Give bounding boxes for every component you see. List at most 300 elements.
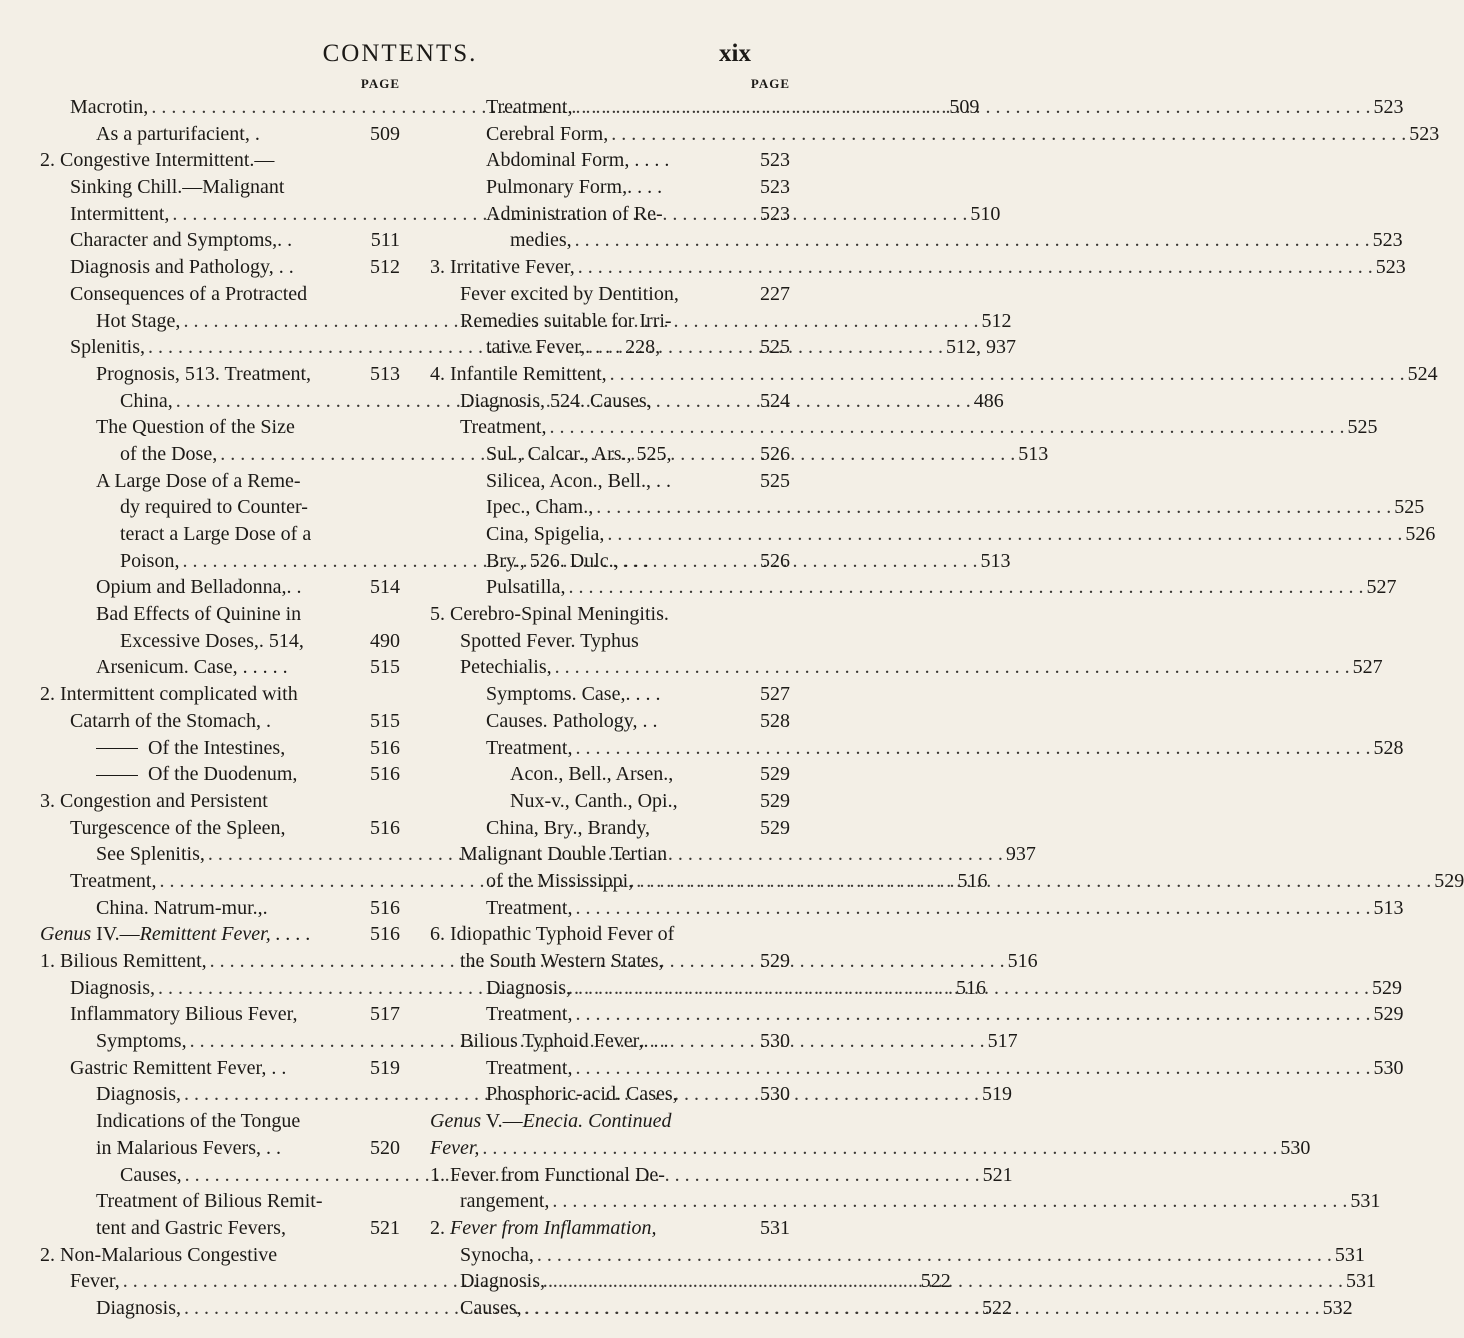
toc-entry-page: 512 <box>370 256 400 279</box>
toc-entry-text: dy required to Counter- <box>120 496 308 519</box>
toc-entry-text: Diagnosis, <box>70 976 155 999</box>
toc-entry-page: 523 <box>1372 229 1403 252</box>
toc-entry <box>430 735 1404 762</box>
toc-entry-title <box>40 681 298 708</box>
toc-entry-title <box>70 281 307 308</box>
toc-entry-page: 529 <box>1373 1003 1404 1026</box>
toc-entry-text: China. Natrum-mur.,. <box>96 896 268 919</box>
toc-entry-title <box>120 494 308 521</box>
toc-entry-text: The Question of the Size <box>96 416 295 439</box>
dot-leader <box>552 1188 1347 1215</box>
toc-entry-page: 509 <box>949 96 980 118</box>
toc-entry-title <box>486 868 633 895</box>
toc-entry-title <box>96 1188 322 1215</box>
toc-entry <box>430 1215 790 1242</box>
toc-entry-title <box>486 441 672 468</box>
toc-entry-title <box>96 1081 181 1108</box>
toc-entry-title <box>96 1215 286 1242</box>
toc-entry-title <box>70 174 284 201</box>
toc-entry-text: Prognosis, 513. Treatment, <box>96 362 312 385</box>
toc-entry-title <box>510 227 572 254</box>
toc-entry-text: the South Western States, <box>460 950 664 972</box>
toc-entry <box>40 521 400 548</box>
toc-entry <box>40 121 400 148</box>
toc-entry-text: Of the Intestines, <box>148 736 286 759</box>
toc-entry-text: Treatment, <box>486 96 573 118</box>
toc-entry-text: Opium and Belladonna,. . <box>96 576 302 599</box>
toc-entry-title <box>96 574 302 601</box>
toc-entry-text: See Splenitis, <box>96 843 205 866</box>
toc-entry-title <box>460 1268 545 1295</box>
toc-entry <box>40 281 400 308</box>
toc-entry-title <box>70 254 294 281</box>
toc-entry <box>430 1242 1365 1269</box>
toc-entry-page: 525 <box>760 336 790 359</box>
toc-entry-page: 527 <box>1366 576 1397 599</box>
toc-entry-text: Hot Stage, <box>96 309 181 332</box>
toc-entry-title <box>430 1108 671 1135</box>
toc-entry-text: Remedies suitable for Irri- <box>460 309 672 332</box>
toc-entry-page: 516 <box>957 869 988 892</box>
toc-entry-title <box>96 841 205 868</box>
toc-entry <box>430 388 790 415</box>
toc-entry-title <box>70 1001 298 1028</box>
toc-entry <box>430 227 1403 254</box>
toc-entry-title <box>120 521 311 548</box>
toc-entry-title <box>460 628 639 655</box>
toc-entry <box>430 1081 790 1108</box>
toc-entry-page: 529 <box>760 763 790 786</box>
toc-entry-page: 530 <box>1280 1136 1311 1159</box>
dot-leader <box>596 494 1391 521</box>
toc-entry-title <box>486 681 660 708</box>
toc-entry-page: 524 <box>1407 362 1438 385</box>
toc-entry-text: Spotted Fever. Typhus <box>460 629 639 652</box>
toc-entry-page: 532 <box>1322 1296 1353 1319</box>
page-number: xix <box>719 40 751 67</box>
dot-leader <box>549 414 1344 441</box>
toc-entry-page: 527 <box>1352 656 1383 679</box>
toc-entry-title <box>486 1081 678 1108</box>
toc-entry-text: 2. Intermittent complicated with <box>40 683 298 706</box>
toc-entry-page: 522 <box>982 1296 1012 1319</box>
toc-entry <box>40 921 400 948</box>
toc-entry-title <box>96 1108 300 1135</box>
toc-entry-text: Phosphoric-acid. Cases, <box>486 1083 678 1106</box>
toc-entry-text: Consequences of a Protracted <box>70 282 308 305</box>
toc-entry-text: Causes, <box>120 1163 182 1186</box>
toc-entry <box>430 174 790 201</box>
toc-entry-text: Symptoms. Case,. . . . <box>486 683 661 706</box>
toc-entry-text: medies, <box>510 229 572 252</box>
toc-entry-title <box>430 254 575 281</box>
toc-entry-page: 510 <box>970 202 1001 225</box>
toc-entry-text: 3. Congestion and Persistent <box>40 789 268 812</box>
toc-entry-title <box>486 895 572 922</box>
toc-entry <box>430 1135 1311 1162</box>
toc-entry-text: 1. Bilious Remittent, <box>40 950 207 972</box>
toc-entry-text: Administration of Re- <box>486 202 663 225</box>
toc-entry-page: 527 <box>760 683 790 706</box>
dot-leader <box>575 735 1370 762</box>
toc-entry-title <box>70 815 286 842</box>
page-column-label: PAGE <box>360 76 400 91</box>
toc-entry-text: Causes, <box>460 1296 522 1319</box>
toc-entry <box>40 1108 400 1135</box>
toc-entry <box>430 921 790 948</box>
toc-entry <box>40 1055 400 1082</box>
toc-entry-title <box>120 628 304 655</box>
toc-entry-title <box>460 388 652 415</box>
toc-entry-page: 531 <box>1346 1270 1376 1293</box>
dot-leader <box>575 1055 1370 1082</box>
toc-entry-title <box>70 201 169 228</box>
toc-entry-title <box>96 761 297 788</box>
dot-leader <box>607 521 1402 548</box>
dot-leader <box>574 975 1369 1002</box>
toc-entry <box>40 1135 400 1162</box>
toc-entry-title <box>460 1242 534 1269</box>
toc-entry-text: 6. Idiopathic Typhoid Fever of <box>430 923 675 946</box>
toc-entry-title <box>486 201 663 228</box>
toc-entry <box>430 1055 1404 1082</box>
toc-entry-text: Synocha, <box>460 1243 534 1266</box>
toc-entry-page: 523 <box>1409 122 1440 145</box>
toc-entry-title <box>510 788 678 815</box>
dot-leader <box>482 1135 1277 1162</box>
toc-entry-text: Pulsatilla, <box>486 576 566 599</box>
toc-entry <box>430 895 1404 922</box>
toc-entry-page: 521 <box>982 1163 1013 1186</box>
toc-entry-page: 523 <box>1373 96 1404 118</box>
toc-entry-title <box>96 654 288 681</box>
toc-entry <box>40 761 400 788</box>
toc-entry-page: 528 <box>1373 736 1404 759</box>
toc-entry <box>430 761 790 788</box>
toc-entry <box>430 468 790 495</box>
toc-entry-title <box>40 147 274 174</box>
toc-entry-title <box>460 948 664 975</box>
toc-entry-page: 531 <box>1334 1243 1365 1266</box>
toc-entry-text: Treatment, <box>486 1056 573 1079</box>
toc-entry-title <box>460 1188 549 1215</box>
toc-entry-text: 2. Congestive Intermittent.— <box>40 149 275 172</box>
toc-entry-title <box>96 414 295 441</box>
toc-entry <box>40 254 400 281</box>
toc-entry <box>40 628 400 655</box>
toc-entry-page: 512, 937 <box>946 336 1017 359</box>
toc-entry <box>430 281 790 308</box>
toc-entry-text: Treatment, <box>486 896 573 919</box>
toc-entry-text: Pulmonary Form,. . . . <box>486 176 663 199</box>
toc-entry-title <box>486 574 565 601</box>
dot-leader <box>575 895 1370 922</box>
dot-leader <box>525 1295 1320 1322</box>
toc-entry <box>40 1188 400 1215</box>
toc-entry-text: Nux-v., Canth., Opi., <box>510 789 678 812</box>
toc-entry-page: 523 <box>1375 256 1406 279</box>
toc-entry-title <box>40 948 207 975</box>
toc-entry-text: of the Mississippi, <box>486 869 634 892</box>
toc-entry-text: Cerebral Form, <box>486 122 609 145</box>
toc-entry-text: Fever, <box>430 1136 480 1159</box>
toc-entry-text: Symptoms, <box>96 1030 187 1053</box>
toc-entry-page: 526 <box>1405 523 1436 545</box>
dot-leader <box>555 654 1350 681</box>
toc-entry-text: Diagnosis, <box>96 1083 181 1106</box>
toc-entry-title <box>70 94 148 121</box>
dot-leader <box>575 227 1370 254</box>
toc-entry-title <box>96 308 180 335</box>
toc-entry <box>40 788 400 815</box>
toc-entry-title <box>486 121 608 148</box>
toc-entry-page: 520 <box>370 1136 400 1159</box>
ditto-dash <box>96 775 138 776</box>
toc-entry <box>40 147 400 174</box>
toc-entry-page: 513 <box>980 549 1011 572</box>
toc-entry-page: 516 <box>370 923 400 946</box>
toc-entry-page: 528 <box>760 709 790 732</box>
toc-entry-text: Sinking Chill.—Malignant <box>70 176 285 199</box>
toc-entry <box>40 681 400 708</box>
toc-entry <box>430 334 790 361</box>
toc-entry <box>430 441 790 468</box>
toc-entry-text: Bad Effects of Quinine in <box>96 603 302 626</box>
toc-entry <box>40 1215 400 1242</box>
dot-leader <box>575 1001 1370 1028</box>
toc-entry-page: 512 <box>981 309 1012 332</box>
toc-entry-title <box>430 921 674 948</box>
toc-entry-text: 2. Non-Malarious Congestive <box>40 1243 278 1266</box>
toc-entry <box>430 628 790 655</box>
toc-entry-page: 521 <box>370 1216 400 1239</box>
toc-entry <box>40 227 400 254</box>
toc-entry-page: 522 <box>920 1270 951 1293</box>
toc-entry-text: 5. Cerebro-Spinal Meningitis. <box>430 603 669 626</box>
toc-entry <box>40 895 400 922</box>
toc-entry-page: 526 <box>760 549 790 572</box>
toc-entry-title <box>120 548 179 575</box>
toc-entry-text: of the Dose, <box>120 442 218 465</box>
toc-entry-text: As a parturifacient, . <box>96 122 260 145</box>
toc-entry-title <box>120 441 217 468</box>
toc-entry-text: Catarrh of the Stomach, . <box>70 709 272 732</box>
toc-entry-page: 486 <box>973 389 1004 412</box>
toc-entry-title <box>96 121 260 148</box>
toc-entry-page: 516 <box>370 736 400 759</box>
toc-entry-text: Fever excited by Dentition, <box>460 282 679 305</box>
toc-entry-title <box>40 788 268 815</box>
toc-entry <box>40 654 400 681</box>
toc-entry-page: 529 <box>1434 869 1464 892</box>
toc-entry-page: 523 <box>760 149 790 172</box>
toc-entry-text: Excessive Doses,. 514, <box>120 629 304 652</box>
toc-entry-page: 509 <box>370 122 400 145</box>
toc-entry-text: Diagnosis, <box>460 1270 545 1293</box>
toc-entry <box>430 841 790 868</box>
toc-entry <box>40 414 400 441</box>
toc-entry <box>40 975 986 1002</box>
toc-entry-text: Treatment, <box>486 1003 573 1026</box>
toc-entry <box>430 308 790 335</box>
toc-entry <box>40 601 400 628</box>
toc-entry-text: China, Bry., Brandy, <box>486 816 651 839</box>
toc-entry-title <box>96 1135 281 1162</box>
toc-entry <box>430 254 1406 281</box>
toc-entry-text: Treatment, <box>70 869 157 892</box>
dot-leader <box>636 868 1431 895</box>
toc-entry-text: Cina, Spigelia, <box>486 523 605 545</box>
toc-entry-page: 525 <box>1394 496 1425 519</box>
dot-leader <box>537 1242 1332 1269</box>
toc-entry-text: 3. Irritative Fever, <box>430 256 575 279</box>
dot-leader <box>611 121 1406 148</box>
page-column-label: PAGE <box>750 76 790 91</box>
toc-entry-text: 1. Fever from Functional De- <box>430 1163 665 1186</box>
toc-entry-text: Bilious Typhoid Fever,. . . <box>460 1030 669 1053</box>
toc-entry-text: Causes. Pathology, . . <box>486 709 658 732</box>
toc-entry-text: teract a Large Dose of a <box>120 523 312 545</box>
dot-leader <box>578 254 1373 281</box>
toc-entry-page: 937 <box>1005 843 1036 866</box>
toc-entry-text: tative Fever,. . . . 228, <box>486 336 661 359</box>
toc-entry-page: 516 <box>370 896 400 919</box>
toc-entry-title <box>40 921 311 948</box>
toc-entry-text: Gastric Remittent Fever, . . <box>70 1056 287 1079</box>
toc-entry-title <box>96 895 268 922</box>
toc-entry-title <box>486 1001 572 1028</box>
toc-entry-text: Macrotin, <box>70 96 149 118</box>
toc-entry-text: Inflammatory Bilious Fever, <box>70 1003 298 1026</box>
toc-entry-text: Character and Symptoms,. . <box>70 229 293 252</box>
toc-entry-text: 4. Infantile Remittent, <box>430 362 607 385</box>
toc-entry-page: 517 <box>987 1030 1018 1053</box>
toc-entry-text: Treatment, <box>486 736 573 759</box>
toc-entry <box>430 654 1383 681</box>
toc-entry-text: Treatment of Bilious Remit- <box>96 1190 323 1213</box>
toc-entry-title <box>70 334 145 361</box>
toc-entry-text: Diagnosis, <box>96 1296 181 1319</box>
dot-leader <box>548 1268 1343 1295</box>
toc-entry-page: 490 <box>370 629 400 652</box>
toc-entry-page: 513 <box>1018 442 1049 465</box>
toc-entry-title <box>96 468 301 495</box>
toc-entry-page: 227 <box>760 282 790 305</box>
toc-entry-text: rangement, <box>460 1190 550 1213</box>
toc-entry-text: in Malarious Fevers, . . <box>96 1136 281 1159</box>
toc-entry-text: Fever, <box>70 1270 120 1293</box>
toc-entry-title <box>486 147 669 174</box>
toc-entry-page: 515 <box>370 709 400 732</box>
toc-entry-text: Petechialis, <box>460 656 552 679</box>
toc-entry-title <box>460 1295 522 1322</box>
toc-entry-title <box>430 1135 479 1162</box>
toc-entry <box>40 1242 400 1269</box>
toc-entry-text: Indications of the Tongue <box>96 1110 301 1133</box>
toc-entry-title <box>96 601 301 628</box>
toc-entry-page: 525 <box>1347 416 1378 439</box>
toc-entry-text: 2. Fever from Inflammation, <box>430 1216 657 1239</box>
toc-entry-title <box>70 227 292 254</box>
toc-entry-title <box>70 868 156 895</box>
toc-entry-page: 531 <box>1350 1190 1381 1213</box>
toc-entry-text: tent and Gastric Fevers, <box>96 1216 286 1239</box>
toc-entry-text: Acon., Bell., Arsen., <box>510 763 674 786</box>
toc-entry-text: Malignant Double Tertian <box>460 843 668 866</box>
toc-entry-page: 530 <box>760 1030 790 1053</box>
toc-entry-text: A Large Dose of a Reme- <box>96 469 301 492</box>
toc-entry-title <box>70 975 155 1002</box>
toc-entry-page: 530 <box>760 1083 790 1106</box>
toc-entry-text: Splenitis, <box>70 336 146 359</box>
toc-entry-title <box>486 468 671 495</box>
toc-entry-text: Of the Duodenum, <box>148 763 298 786</box>
toc-entry-text: Silicea, Acon., Bell., . . <box>486 469 671 492</box>
toc-entry-title <box>430 361 607 388</box>
toc-entry <box>40 468 400 495</box>
toc-entry <box>430 521 1436 548</box>
toc-entry <box>430 601 790 628</box>
toc-entry <box>430 948 790 975</box>
toc-entry-page: 513 <box>370 362 400 385</box>
toc-entry-title <box>96 1028 187 1055</box>
toc-entry <box>40 1001 400 1028</box>
toc-entry-title <box>460 1028 669 1055</box>
toc-entry-title <box>486 1055 572 1082</box>
toc-entry <box>430 1108 790 1135</box>
toc-entry-title <box>486 94 572 121</box>
toc-entry-title <box>486 975 571 1002</box>
toc-entry-text: Treatment, <box>460 416 547 439</box>
toc-entry-text: Bry., 526. Dulc., . . . <box>486 549 649 572</box>
toc-entry-text: Diagnosis and Pathology, . . <box>70 256 294 279</box>
toc-entry-title <box>70 1268 120 1295</box>
toc-entry-page: 524 <box>760 389 790 412</box>
toc-entry-page: 530 <box>1373 1056 1404 1079</box>
toc-entry-page: 525 <box>760 469 790 492</box>
toc-entry-page: 516 <box>956 976 986 999</box>
toc-entry <box>430 815 790 842</box>
toc-entry <box>430 548 790 575</box>
toc-entry <box>430 708 790 735</box>
toc-entry-title <box>430 601 669 628</box>
toc-entry-title <box>96 361 311 388</box>
toc-entry <box>430 147 790 174</box>
toc-entry-page: 529 <box>760 950 790 972</box>
toc-entry <box>430 414 1378 441</box>
toc-entry-page: 526 <box>760 442 790 465</box>
toc-entry-page: 529 <box>1372 976 1402 999</box>
toc-entry <box>430 201 790 228</box>
toc-entry-page: 529 <box>760 789 790 812</box>
toc-entry-text: Arsenicum. Case, . . . . . <box>96 656 288 679</box>
toc-entry-page: 523 <box>760 202 790 225</box>
toc-entry-page: 513 <box>1373 896 1404 919</box>
toc-entry-title <box>96 1295 181 1322</box>
toc-entry-title <box>70 1055 286 1082</box>
toc-entry-page: 516 <box>1007 950 1038 972</box>
toc-entry-title <box>70 708 271 735</box>
toc-entry <box>430 681 790 708</box>
toc-entry-title <box>430 1215 656 1242</box>
toc-entry-title <box>486 494 593 521</box>
dot-leader <box>568 574 1363 601</box>
toc-entry-title <box>460 654 552 681</box>
toc-entry-page: 515 <box>370 656 400 679</box>
toc-entry <box>430 494 1425 521</box>
toc-entry-title <box>486 174 662 201</box>
toc-entry-page: 523 <box>760 176 790 199</box>
